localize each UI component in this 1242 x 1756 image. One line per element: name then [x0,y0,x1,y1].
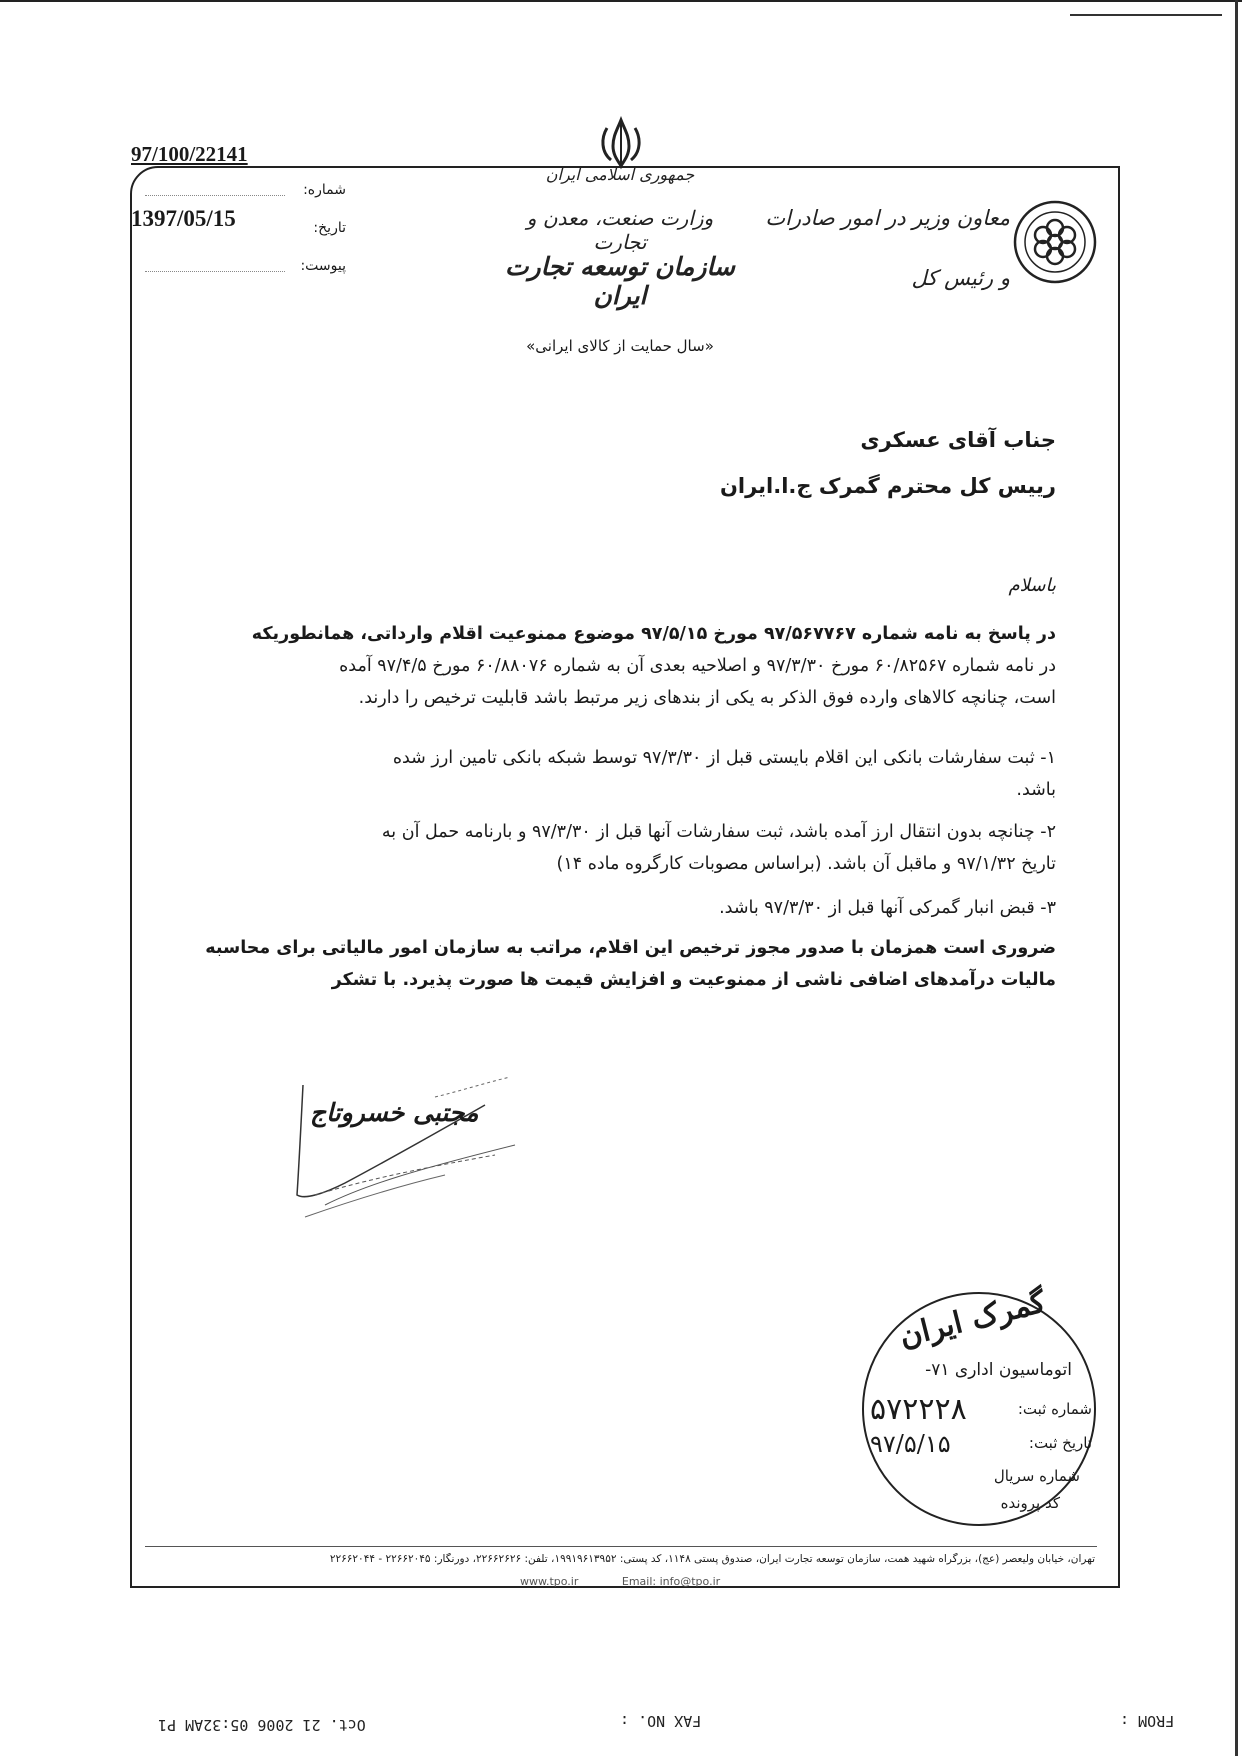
intro-line: در نامه شماره ۶۰/۸۲۵۶۷ مورخ ۹۷/۳/۳۰ و اصلاحیه بعدی آن به شماره ۶۰/۸۸۰۷۶ مورخ ۹۷/۴/۵ آمده [339,656,1056,676]
item-1-line1: ۱- ثبت سفارشات بانکی این اقلام بایستی قبل از ۹۷/۳/۳۰ توسط شبکه بانکی تامین ارز شده [392,748,1056,768]
footer-contact [520,1575,720,1588]
office-title-line2: و رئیس کل [911,266,1010,290]
item-1 [180,742,1056,806]
office-title-line1: معاون وزیر در امور صادرات [765,206,1010,230]
item-3: ۳- قبض انبار گمرکی آنها قبل از ۹۷/۳/۳۰ باشد. [719,898,1056,918]
item-1-line2: باشد. [1016,780,1056,800]
recipient-title: رییس کل محترم گمرک ج.ا.ایران [719,474,1056,498]
number-label: شماره: [303,182,346,198]
tpo-seal-icon [1013,200,1097,284]
intro-line: است، چنانچه کالاهای وارده فوق الذکر به یکی از بندهای زیر مرتبط باشد قابلیت ترخیص را دارند. [358,688,1056,708]
fax-from: FROM : [1120,1712,1175,1730]
letter-date: 1397/05/15 [131,206,236,231]
stamp-serial-label: شماره سریال [993,1467,1080,1485]
scan-top-edge [0,0,1242,2]
item-2 [180,816,1056,880]
closing-line: ضروری است همزمان با صدور مجوز ترخیص این اقلام، مراتب به سازمان امور مالیاتی برای محاسبه [205,938,1056,958]
stamp-reg-no-value: ۵۷۲۲۲۸ [870,1392,967,1427]
organization-name: سازمان توسعه تجارت ایران [504,252,736,310]
attachment-label: پیوست: [300,258,346,274]
item-2-line2: تاریخ ۹۷/۱/۳۲ و ماقبل آن باشد. (براساس مصوبات کارگروه ماده ۱۴) [556,854,1056,874]
stamp-file-label: کد پرونده [1000,1494,1060,1512]
fax-number: FAX NO. : [620,1712,702,1730]
stamp-reg-date-value: ۹۷/۵/۱۵ [870,1430,951,1458]
stamp-reg-date-label: تاریخ ثبت: [1028,1434,1092,1452]
signatory-name: مجتبی خسروتاج [310,1098,479,1127]
number-dots [145,194,285,196]
closing-line: مالیات درآمدهای اضافی ناشی از ممنوعیت و افزایش قیمت ها صورت پذیرد. با تشکر [331,970,1056,990]
date-label: تاریخ: [313,220,346,236]
reference-number: 97/100/22141 [131,142,248,166]
intro-paragraph [180,618,1056,714]
intro-line: در پاسخ به نامه شماره ۹۷/۵۶۷۷۶۷ مورخ ۹۷/۵/۱۵ موضوع ممنوعیت اقلام وارداتی، همانطوریکه [251,624,1056,644]
footer-address: تهران، خیابان ولیعصر (عج)، بزرگراه شهید همت، سازمان توسعه تجارت ایران، صندوق پستی ۱۱۴۸، کد پستی: ۱۹۹۱۹۶۱۳۹۵۲، تلفن: ۲۲۶۶۲۶۲۶، دورنگار: ۲۲۶۶۲۰۴۵ - ۲۲۶۶۲۰۴۴ [329,1553,1095,1565]
item-2-line1: ۲- چنانچه بدون انتقال ارز آمده باشد، ثبت سفارشات آنها قبل از ۹۷/۳/۳۰ و بارنامه حمل آن به [381,822,1056,842]
stamp-dept: اتوماسیون اداری ۷۱- [925,1360,1072,1380]
attachment-dots [145,270,285,272]
stamp-reg-no-label: شماره ثبت: [1017,1400,1092,1418]
footer-divider [145,1546,1097,1547]
footer-email[interactable]: Email: info@tpo.ir [621,1575,721,1588]
footer-website[interactable]: www.tpo.ir [520,1575,579,1588]
fax-timestamp: Oct. 21 2006 05:32AM P1 [158,1716,366,1734]
country-name: جمهوری اسلامی ایران [545,165,695,184]
scan-right-edge [1235,0,1238,1756]
scan-artifact-line [1070,14,1222,16]
stamp-title: گمرک ایران [895,1284,1050,1355]
greeting: باسلام [1008,575,1056,596]
year-slogan: «سال حمایت از کالای ایرانی» [526,337,714,355]
recipient-name: جناب آقای عسکری [860,428,1056,452]
closing-paragraph [180,932,1056,996]
ministry-name: وزارت صنعت، معدن و تجارت [526,206,714,254]
iran-emblem-icon [593,116,649,172]
